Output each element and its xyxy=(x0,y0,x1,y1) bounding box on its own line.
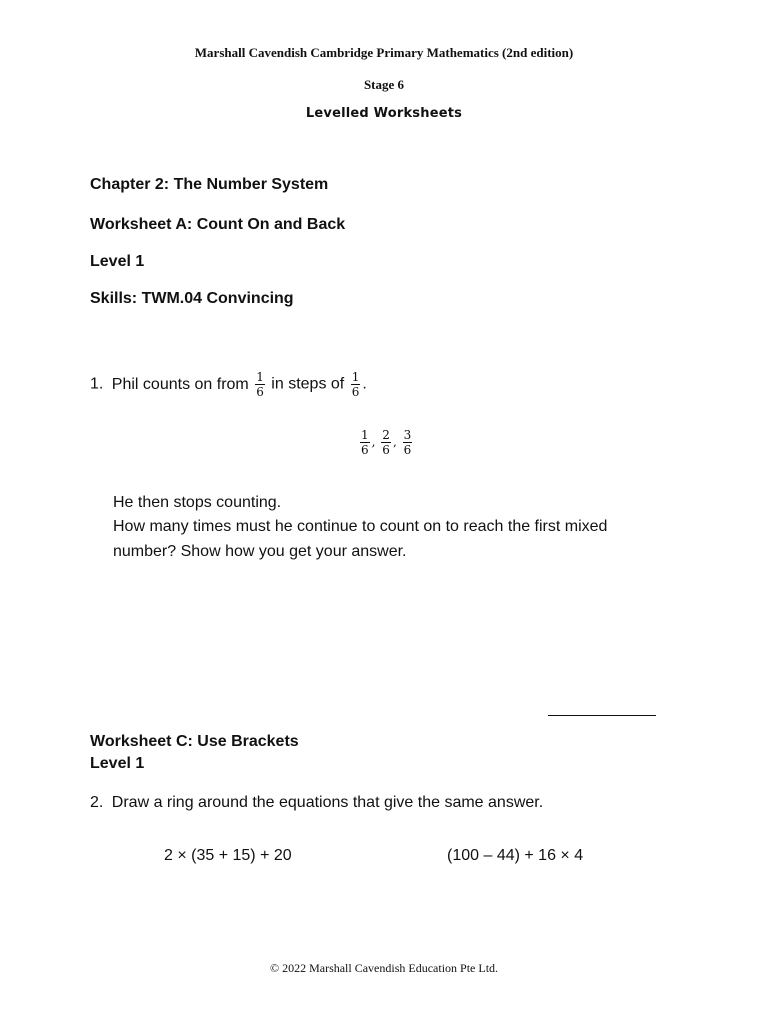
question-1 xyxy=(90,370,367,399)
question-2 xyxy=(90,791,543,815)
question-2-number: 2. xyxy=(90,794,104,811)
sequence-separator: , xyxy=(392,435,397,449)
step-fraction: $\frac{1}{6}$ xyxy=(351,370,360,399)
question-1-line-2: How many times must he continue to count on to reach the first mixed xyxy=(113,518,608,535)
equation-1[interactable]: 2 × (35 + 15) + 20 xyxy=(164,847,292,864)
fraction-sequence xyxy=(358,428,414,457)
sequence-fraction: $\frac{3}{6}$ xyxy=(403,428,412,457)
question-1-number: 1. xyxy=(90,375,104,393)
question-1-text-a: Phil counts on from xyxy=(111,375,249,393)
start-fraction: $\frac{1}{6}$ xyxy=(256,370,264,399)
worksheet-a-level: Level 1 xyxy=(90,253,145,270)
header-stage: Stage 6 xyxy=(363,77,405,92)
worksheet-c-title: Worksheet C: Use Brackets xyxy=(90,733,299,750)
footer-copyright: © 2022 Marshall Cavendish Education Pte Ltd. xyxy=(269,961,499,975)
header-subtitle: Levelled Worksheets xyxy=(305,106,463,121)
question-1-period: . xyxy=(362,375,367,393)
header-book-title: Marshall Cavendish Cambridge Primary Mathematics (2nd edition) xyxy=(194,45,574,60)
sequence-fraction: $\frac{1}{6}$ xyxy=(361,428,369,457)
sequence-fraction: $\frac{2}{6}$ xyxy=(382,428,390,457)
worksheet-a-title: Worksheet A: Count On and Back xyxy=(90,216,346,233)
question-1-text-b: in steps of xyxy=(271,375,345,393)
sequence-separator: , xyxy=(371,435,376,449)
equation-2[interactable]: (100 – 44) + 16 × 4 xyxy=(447,847,584,864)
skills-label: Skills: TWM.04 Convincing xyxy=(90,290,294,307)
question-1-line-1: He then stops counting. xyxy=(113,494,282,511)
answer-line[interactable] xyxy=(548,715,656,716)
question-1-line-3: number? Show how you get your answer. xyxy=(113,543,407,560)
question-2-text: Draw a ring around the equations that give the same answer. xyxy=(111,794,544,811)
worksheet-c-level: Level 1 xyxy=(90,755,145,772)
chapter-title: Chapter 2: The Number System xyxy=(90,176,329,193)
